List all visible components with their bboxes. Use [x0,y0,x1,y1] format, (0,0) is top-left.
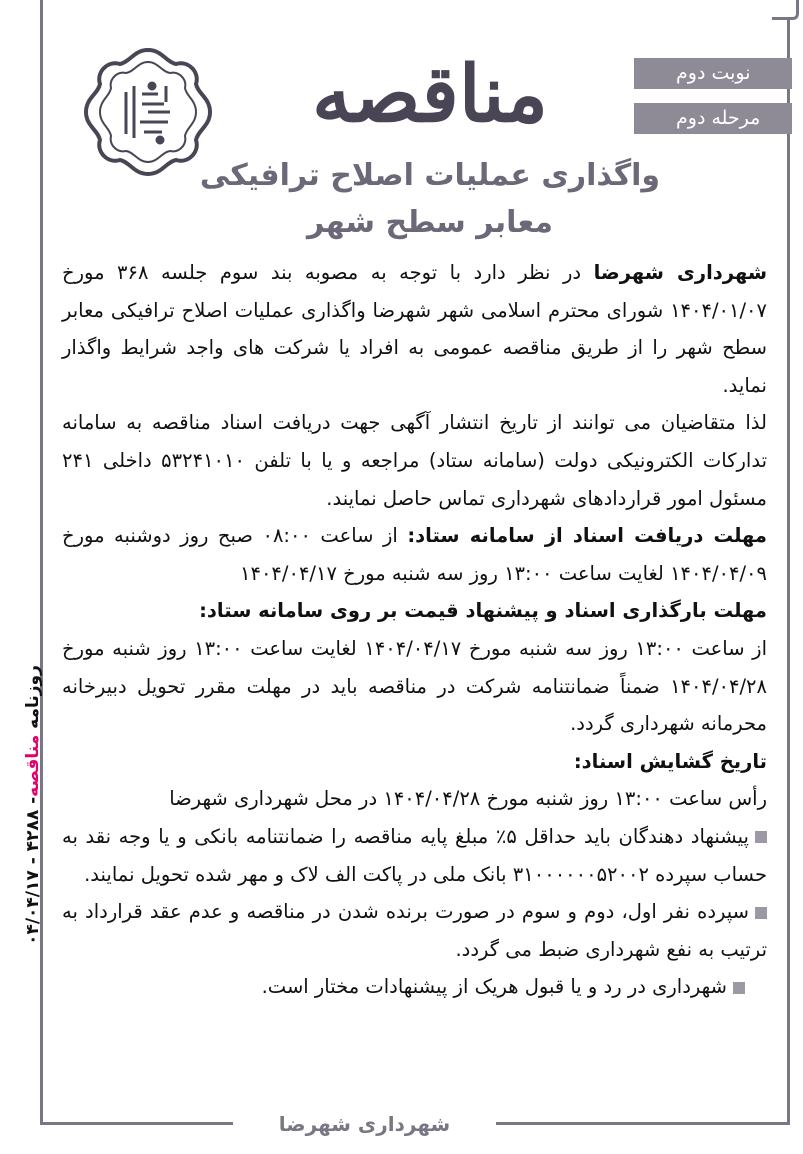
opening-date-text: رأس ساعت ۱۳:۰۰ روز شنبه مورخ ۱۴۰۴/۰۴/۲۸ در محل شهرداری شهرضا [169,787,767,811]
publication-stamp [8,640,58,970]
footer-signature: شهرداری شهرضا [278,1112,451,1136]
upload-deadline-text: از ساعت ۱۳:۰۰ روز سه شنبه مورخ ۱۴۰۴/۰۴/۱۷ لغایت ساعت ۱۳:۰۰ روز شنبه مورخ ۱۴۰۴/۰۴/۲۸ ضمناً ضمانتنامه شرکت در مناقصه باید در مهلت مقرر تحویل دبیرخانه محرمانه شهرداری گردد. [62,636,767,736]
intro-paragraph [62,254,767,404]
bullet-square-icon [755,831,767,843]
condition-text: پیشنهاد دهندگان باید حداقل ۵٪ مبلغ پایه مناقصه را ضمانتنامه بانکی و یا وجه نقد به حساب سپرده ۳۱۰۰۰۰۰۰۵۲۰۰۲ بانک ملی در پاکت الف لاک و مهر شده تحویل نمایند. [62,824,767,886]
condition-item [62,968,767,1006]
receipt-deadline-text: از ساعت ۰۸:۰۰ صبح روز دوشنبه مورخ ۱۴۰۴/۰۴/۰۹ لغایت ساعت ۱۳:۰۰ روز سه شنبه مورخ ۱۴۰۴/۰۴/۱۷ [62,524,767,585]
condition-text: سپرده نفر اول، دوم و سوم در صورت برنده شدن در مناقصه و عدم عقد قرارداد به ترتیب به نفع شهرداری ضبط می گردد. [62,900,767,961]
ad-subtitle-line2: معابر سطح شهر [307,205,553,240]
stamp-prefix: روزنامه [23,665,43,729]
round-badge: نوبت دوم [634,58,792,89]
receipt-deadline [62,517,767,592]
footer [233,1110,496,1140]
receipt-deadline-heading: مهلت دریافت اسناد از سامانه ستاد: [407,524,767,548]
condition-item [62,893,767,968]
stamp-issue: - ۴۲۸۸ - ۰۴/۰۴/۱۷ [23,796,43,945]
upload-deadline-heading: مهلت بارگذاری اسناد و پیشنهاد قیمت بر روی سامانه ستاد: [199,599,767,623]
opening-date-heading: تاریخ گشایش اسناد: [573,749,767,773]
intro-text: در نظر دارد با توجه به مصوبه بند سوم جلسه ۳۶۸ مورخ ۱۴۰۴/۰۱/۰۷ شورای محترم اسلامی شهر شهرضا واگذاری عملیات اصلاح ترافیکی معابر سطح شهر را از طریق مناقصه عمومی به افراد یا شرکت های واجد شرایط واگذار نماید. [62,261,767,397]
condition-text: شهرداری در رد و یا قبول هریک از پیشنهادات مختار است. [261,975,727,999]
ad-body [62,254,767,1006]
bullet-square-icon [733,982,745,994]
frame-corner-tab [772,0,799,20]
ad-title: مناقصه [312,49,548,140]
stage-badge: مرحله دوم [634,103,792,134]
bullet-square-icon [755,907,767,919]
condition-item [62,818,767,893]
documents-paragraph: لذا متقاضیان می توانند از تاریخ انتشار آگهی جهت دریافت اسناد مناقصه به سامانه تدارکات الکترونیکی دولت (سامانه ستاد) مراجعه و یا با تلفن ۵۳۲۴۱۰۱۰ داخلی ۲۴۱ مسئول امور قراردادهای شهرداری تماس حاصل نمایند. [62,411,768,510]
intro-lead: شهرداری شهرضا [593,261,767,284]
ad-subtitle-line1: واگذاری عملیات اصلاح ترافیکی [199,158,661,193]
newspaper-name: مناقصه [23,734,43,797]
